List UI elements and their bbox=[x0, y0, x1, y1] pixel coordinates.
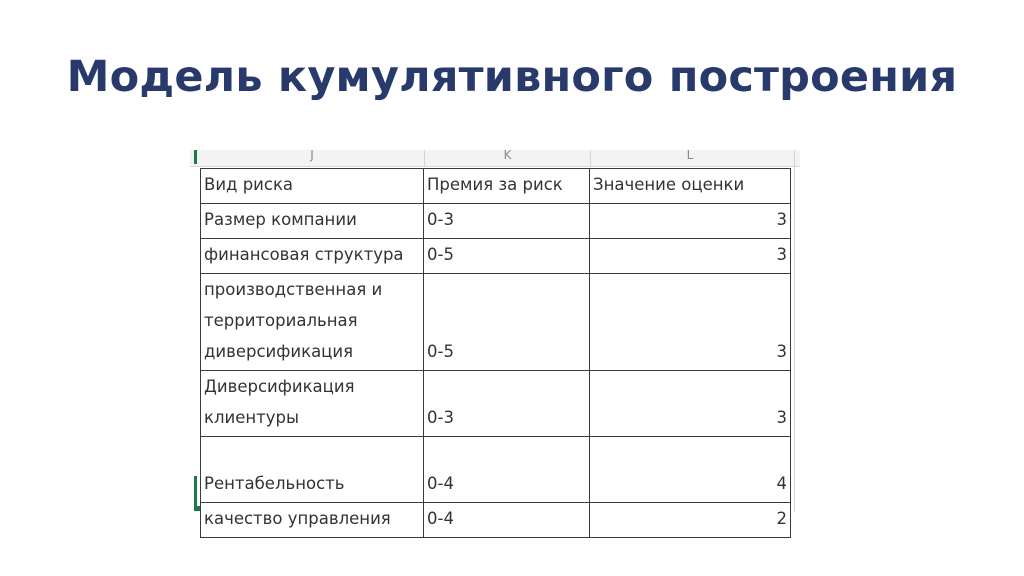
column-divider bbox=[424, 150, 425, 166]
spreadsheet-image bbox=[190, 150, 800, 528]
risk-type-text: Вид риска bbox=[204, 175, 294, 194]
column-divider bbox=[794, 150, 795, 512]
table-row bbox=[201, 239, 791, 274]
risk-type-text: Размер компании bbox=[204, 210, 357, 229]
risk-table bbox=[200, 168, 791, 538]
column-header-k: K bbox=[503, 150, 512, 162]
slide-title: Модель кумулятивного построения bbox=[66, 52, 958, 102]
risk-type-text: диверсификация bbox=[204, 342, 354, 361]
risk-premium-cell[interactable]: 0-5 bbox=[424, 274, 590, 371]
risk-type-text: Диверсификация bbox=[204, 377, 355, 396]
column-header-l: L bbox=[686, 150, 694, 162]
risk-type-cell[interactable] bbox=[201, 274, 424, 371]
risk-type-text: территориальная bbox=[204, 311, 358, 330]
risk-premium-cell[interactable]: 0-3 bbox=[424, 204, 590, 239]
table-row bbox=[201, 274, 791, 371]
risk-premium-cell[interactable]: 0-4 bbox=[424, 503, 590, 538]
risk-type-text bbox=[204, 437, 420, 468]
table-row bbox=[201, 204, 791, 239]
risk-premium-cell[interactable]: 0-5 bbox=[424, 239, 590, 274]
rating-value-cell[interactable]: 4 bbox=[590, 437, 791, 503]
risk-premium-cell[interactable]: 0-3 bbox=[424, 371, 590, 437]
risk-type-text: Рентабельность bbox=[204, 474, 345, 493]
column-header-row bbox=[190, 150, 800, 167]
rating-value-cell[interactable]: 2 bbox=[590, 503, 791, 538]
risk-type-cell[interactable] bbox=[201, 239, 424, 274]
risk-type-cell[interactable] bbox=[201, 169, 424, 204]
risk-type-text: финансовая структура bbox=[204, 245, 404, 264]
rating-value-cell[interactable]: 3 bbox=[590, 274, 791, 371]
selection-indicator bbox=[194, 150, 197, 164]
table-header-row bbox=[201, 169, 791, 204]
risk-type-text: клиентуры bbox=[204, 408, 300, 427]
table-row bbox=[201, 371, 791, 437]
fill-handle[interactable] bbox=[194, 506, 200, 511]
risk-premium-cell[interactable]: 0-4 bbox=[424, 437, 590, 503]
risk-type-cell[interactable] bbox=[201, 437, 424, 503]
rating-value-cell[interactable]: 3 bbox=[590, 204, 791, 239]
risk-type-text: производственная и bbox=[204, 280, 383, 299]
column-divider bbox=[590, 150, 591, 166]
table-row bbox=[201, 503, 791, 538]
risk-type-text: качество управления bbox=[204, 509, 391, 528]
selection-indicator bbox=[194, 476, 197, 506]
rating-value-cell[interactable]: Значение оценки bbox=[590, 169, 791, 204]
rating-value-cell[interactable]: 3 bbox=[590, 371, 791, 437]
column-header-j: J bbox=[310, 150, 314, 162]
risk-type-cell[interactable] bbox=[201, 204, 424, 239]
risk-type-cell[interactable] bbox=[201, 371, 424, 437]
table-row bbox=[201, 437, 791, 503]
rating-value-cell[interactable]: 3 bbox=[590, 239, 791, 274]
risk-premium-cell[interactable]: Премия за риск bbox=[424, 169, 590, 204]
risk-type-cell[interactable] bbox=[201, 503, 424, 538]
